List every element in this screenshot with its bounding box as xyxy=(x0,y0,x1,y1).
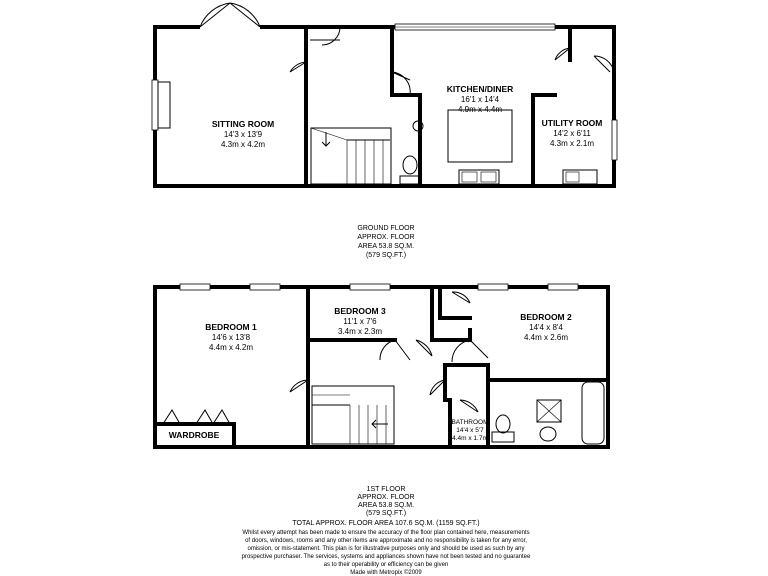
disclaimer-line: of doors, windows, rooms and any other items are approximate and no responsibility is taken for any error, xyxy=(245,538,527,544)
sitting-room-imperial: 14'3 x 13'9 xyxy=(223,130,263,139)
bedroom-2-name: BEDROOM 2 xyxy=(520,312,572,322)
door xyxy=(392,72,410,95)
bedroom-3-name: BEDROOM 3 xyxy=(334,306,386,316)
first-floor-stairs xyxy=(312,386,394,444)
toilet-cistern xyxy=(400,176,420,184)
disclaimer-line: as to their operability or efficiency can be given xyxy=(323,562,449,568)
wardrobe-label: WARDROBE xyxy=(168,430,220,440)
kitchen-diner-imperial: 16'1 x 14'4 xyxy=(460,95,500,104)
window xyxy=(250,284,280,290)
fireplace xyxy=(158,82,170,128)
ground-floor-title: GROUND FLOOR xyxy=(357,225,415,232)
window xyxy=(180,284,210,290)
toilet-icon xyxy=(496,415,510,433)
door xyxy=(290,380,308,392)
door xyxy=(430,380,445,395)
window xyxy=(612,120,617,160)
french-doors xyxy=(200,3,260,31)
bathtub-icon xyxy=(582,382,604,444)
ground-floor-outer-wall xyxy=(155,27,614,186)
ground-floor-area-sqft: (579 SQ.FT.) xyxy=(365,252,407,259)
bedroom-1-metric: 4.4m x 4.2m xyxy=(208,343,254,352)
bedroom-2-imperial: 14'4 x 8'4 xyxy=(529,323,563,332)
sitting-room-name: SITTING ROOM xyxy=(211,119,275,129)
sitting-room xyxy=(212,119,274,149)
credit-line: Made with Metropix ©2009 xyxy=(350,570,422,576)
kitchen-diner-metric: 4.9m x 4.4m xyxy=(457,105,503,114)
first-floor-caption xyxy=(357,486,414,517)
bedroom-1 xyxy=(205,322,257,352)
first-floor-caption-line: APPROX. FLOOR xyxy=(357,494,415,501)
utility-room-imperial: 14'2 x 6'11 xyxy=(553,129,591,138)
disclaimer-line: omission, or mis-statement. This plan is for illustrative purposes only and should be used as such by any xyxy=(247,546,525,552)
bedroom-2 xyxy=(520,312,572,342)
door xyxy=(460,400,478,412)
bathroom-name: BATHROOM xyxy=(451,419,489,426)
bathroom-fixtures xyxy=(492,382,604,444)
toilet-icon xyxy=(403,156,417,174)
window xyxy=(152,80,158,130)
door xyxy=(594,56,614,72)
ground-floor-plan xyxy=(155,27,614,186)
bathroom-imperial: 14'4 x 5'7 xyxy=(456,427,484,434)
wardrobe-area xyxy=(157,410,234,447)
bedroom-1-name: BEDROOM 1 xyxy=(205,322,257,332)
window xyxy=(548,284,578,290)
stairs-arrow-icon xyxy=(372,420,388,428)
ground-floor-caption xyxy=(357,225,414,259)
door xyxy=(310,27,340,45)
first-floor-area: AREA 53.8 SQ.M. xyxy=(357,502,415,509)
bedroom-3-imperial: 11'1 x 7'6 xyxy=(343,317,377,326)
bathroom xyxy=(451,419,488,442)
bathroom-metric: 4.4m x 1.7m xyxy=(452,435,488,442)
ground-floor-area: AREA 53.8 SQ.M. xyxy=(357,243,415,250)
utility-room-name: UTILITY ROOM xyxy=(541,118,603,128)
ground-floor-stairs xyxy=(311,128,391,184)
basin-icon xyxy=(540,427,556,441)
bedroom-3 xyxy=(334,306,386,336)
door xyxy=(452,292,470,303)
ground-floor-caption-line: APPROX. FLOOR xyxy=(357,234,415,241)
sitting-room-metric: 4.3m x 4.2m xyxy=(220,140,266,149)
first-floor-title: 1ST FLOOR xyxy=(366,486,406,493)
bedroom-1-imperial: 14'6 x 13'8 xyxy=(211,333,251,342)
disclaimer-line: prospective purchaser. The services, systems and appliances shown have not been tested and no guarantee xyxy=(241,554,531,560)
bedroom-3-metric: 3.4m x 2.3m xyxy=(337,327,383,336)
footer xyxy=(242,520,531,576)
door xyxy=(290,62,306,72)
disclaimer-line: Whilst every attempt has been made to ensure the accuracy of the floor plan contained here, measurements xyxy=(242,530,530,536)
first-floor-area-sqft: (579 SQ.FT.) xyxy=(365,510,407,517)
kitchen-diner-name: KITCHEN/DINER xyxy=(446,84,514,94)
door xyxy=(380,340,410,360)
door xyxy=(452,340,488,362)
window xyxy=(478,284,508,290)
bedroom-2-metric: 4.4m x 2.6m xyxy=(523,333,569,342)
total-floor-area: TOTAL APPROX. FLOOR AREA 107.6 SQ.M. (1159 SQ.FT.) xyxy=(292,520,480,527)
door xyxy=(416,340,432,356)
door xyxy=(555,48,570,60)
dining-table xyxy=(448,110,512,162)
utility-room xyxy=(542,118,603,148)
utility-room-metric: 4.3m x 2.1m xyxy=(549,139,595,148)
first-floor-doors xyxy=(290,292,488,412)
window xyxy=(350,284,390,290)
wardrobe-doors-icon xyxy=(163,410,230,424)
